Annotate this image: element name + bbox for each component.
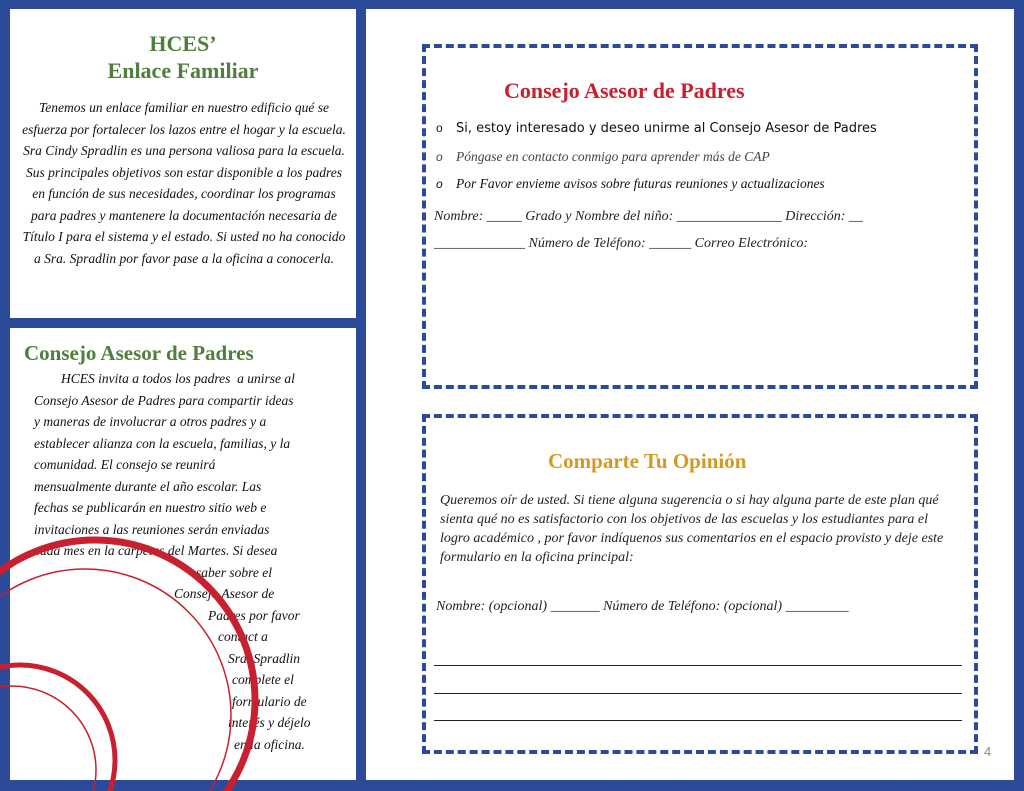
- comment-line-3[interactable]: [434, 720, 962, 721]
- opinion-form-line[interactable]: Nombre: (opcional) _______ Número de Teléfono: (opcional) _________: [436, 599, 849, 614]
- consejo-info-line: y maneras de involucrar a otros padres y a: [34, 414, 267, 429]
- consejo-info-line: contact a: [218, 629, 268, 644]
- option-bullet: o: [436, 150, 443, 164]
- consejo-info-line: Consejo Asesor de: [174, 586, 275, 601]
- consejo-info-line: Sra. Spradlin: [228, 650, 301, 666]
- consejo-info-line: establecer alianza con la escuela, familias, y la: [34, 435, 291, 451]
- consejo-info-line: cada mes en la carpetas del Martes. Si desea: [34, 543, 278, 558]
- option-join-council-label: Si, estoy interesado y deseo unirme al Consejo Asesor de Padres: [456, 121, 877, 136]
- page-number: 4: [984, 744, 992, 759]
- consejo-info-line: saber sobre el: [196, 564, 272, 580]
- option-bullet: o: [436, 177, 443, 191]
- consejo-form-line-1[interactable]: Nombre: _____ Grado y Nombre del niño: _______________ Dirección: __: [434, 209, 863, 224]
- consejo-info-line: mensualmente durante el año escolar. Las: [34, 478, 262, 494]
- option-send-notices[interactable]: [436, 176, 825, 192]
- option-send-notices-label: Por Favor envieme avisos sobre futuras reuniones y actualizaciones: [456, 176, 825, 191]
- consejo-info-panel: [10, 328, 356, 780]
- enlace-body: Tenemos un enlace familiar en nuestro edificio qué se esfuerza por fortalecer los lazos entre el hogar y la escuela. Sra Cindy Spradlin es una persona valiosa para la escuela. Sus principales objetivos son estar disponible a los padres en función de sus necesidades, coordinar los programas para padres y mantenere la documentación necesaria de Título I para el sistema y el estado. Si usted no ha conocido a Sra. Spradlin por favor pase a la oficina a conocerla.: [22, 100, 346, 266]
- consejo-info-line: Padres por favor: [208, 607, 300, 623]
- consejo-info-line: comunidad. El consejo se reunirá: [34, 457, 216, 472]
- consejo-info-line: interés y déjelo: [228, 715, 311, 730]
- consejo-form-title: Consejo Asesor de Padres: [504, 78, 745, 103]
- consejo-info-line: fechas se publicarán en nuestro sitio web e: [34, 500, 267, 515]
- consejo-info-line: invitaciones a las reuniones serán enviadas: [34, 521, 270, 537]
- enlace-title-line1: HCES’: [149, 31, 217, 56]
- enlace-familiar-panel: [10, 9, 356, 318]
- comment-line-2[interactable]: [434, 693, 962, 694]
- consejo-info-line: Consejo Asesor de Padres para compartir ideas: [34, 392, 294, 408]
- enlace-title: [10, 30, 356, 84]
- consejo-info-line: en la oficina.: [234, 736, 305, 752]
- option-contact-me-label: Póngase en contacto conmigo para aprender más de CAP: [456, 149, 770, 164]
- consejo-info-line: complete el: [232, 672, 294, 687]
- option-bullet: o: [436, 121, 443, 135]
- consejo-info-body: [34, 368, 346, 755]
- enlace-title-line2: Enlace Familiar: [107, 58, 259, 83]
- opinion-body: Queremos oír de usted. Si tiene alguna sugerencia o si hay alguna parte de este plan qué sienta qué no es satisfactorio con los objetivos de las escuelas y los estudiantes para el logro académico , por favor indíquenos sus comentarios en el espacio provisto y deje este formulario en la oficina principal:: [440, 493, 944, 565]
- consejo-info-line: HCES invita a todos los padres a unirse al: [34, 371, 295, 386]
- consejo-info-line: formulario de: [232, 693, 307, 709]
- forms-panel: [366, 9, 1014, 780]
- consejo-info-title: Consejo Asesor de Padres: [24, 341, 254, 365]
- option-join-council[interactable]: [436, 121, 877, 136]
- opinion-title: Comparte Tu Opinión: [548, 449, 747, 473]
- consejo-form-line-2[interactable]: _____________ Número de Teléfono: ______ Correo Electrónico:: [434, 236, 809, 251]
- comment-line-1[interactable]: [434, 665, 962, 666]
- option-contact-me[interactable]: [436, 149, 770, 165]
